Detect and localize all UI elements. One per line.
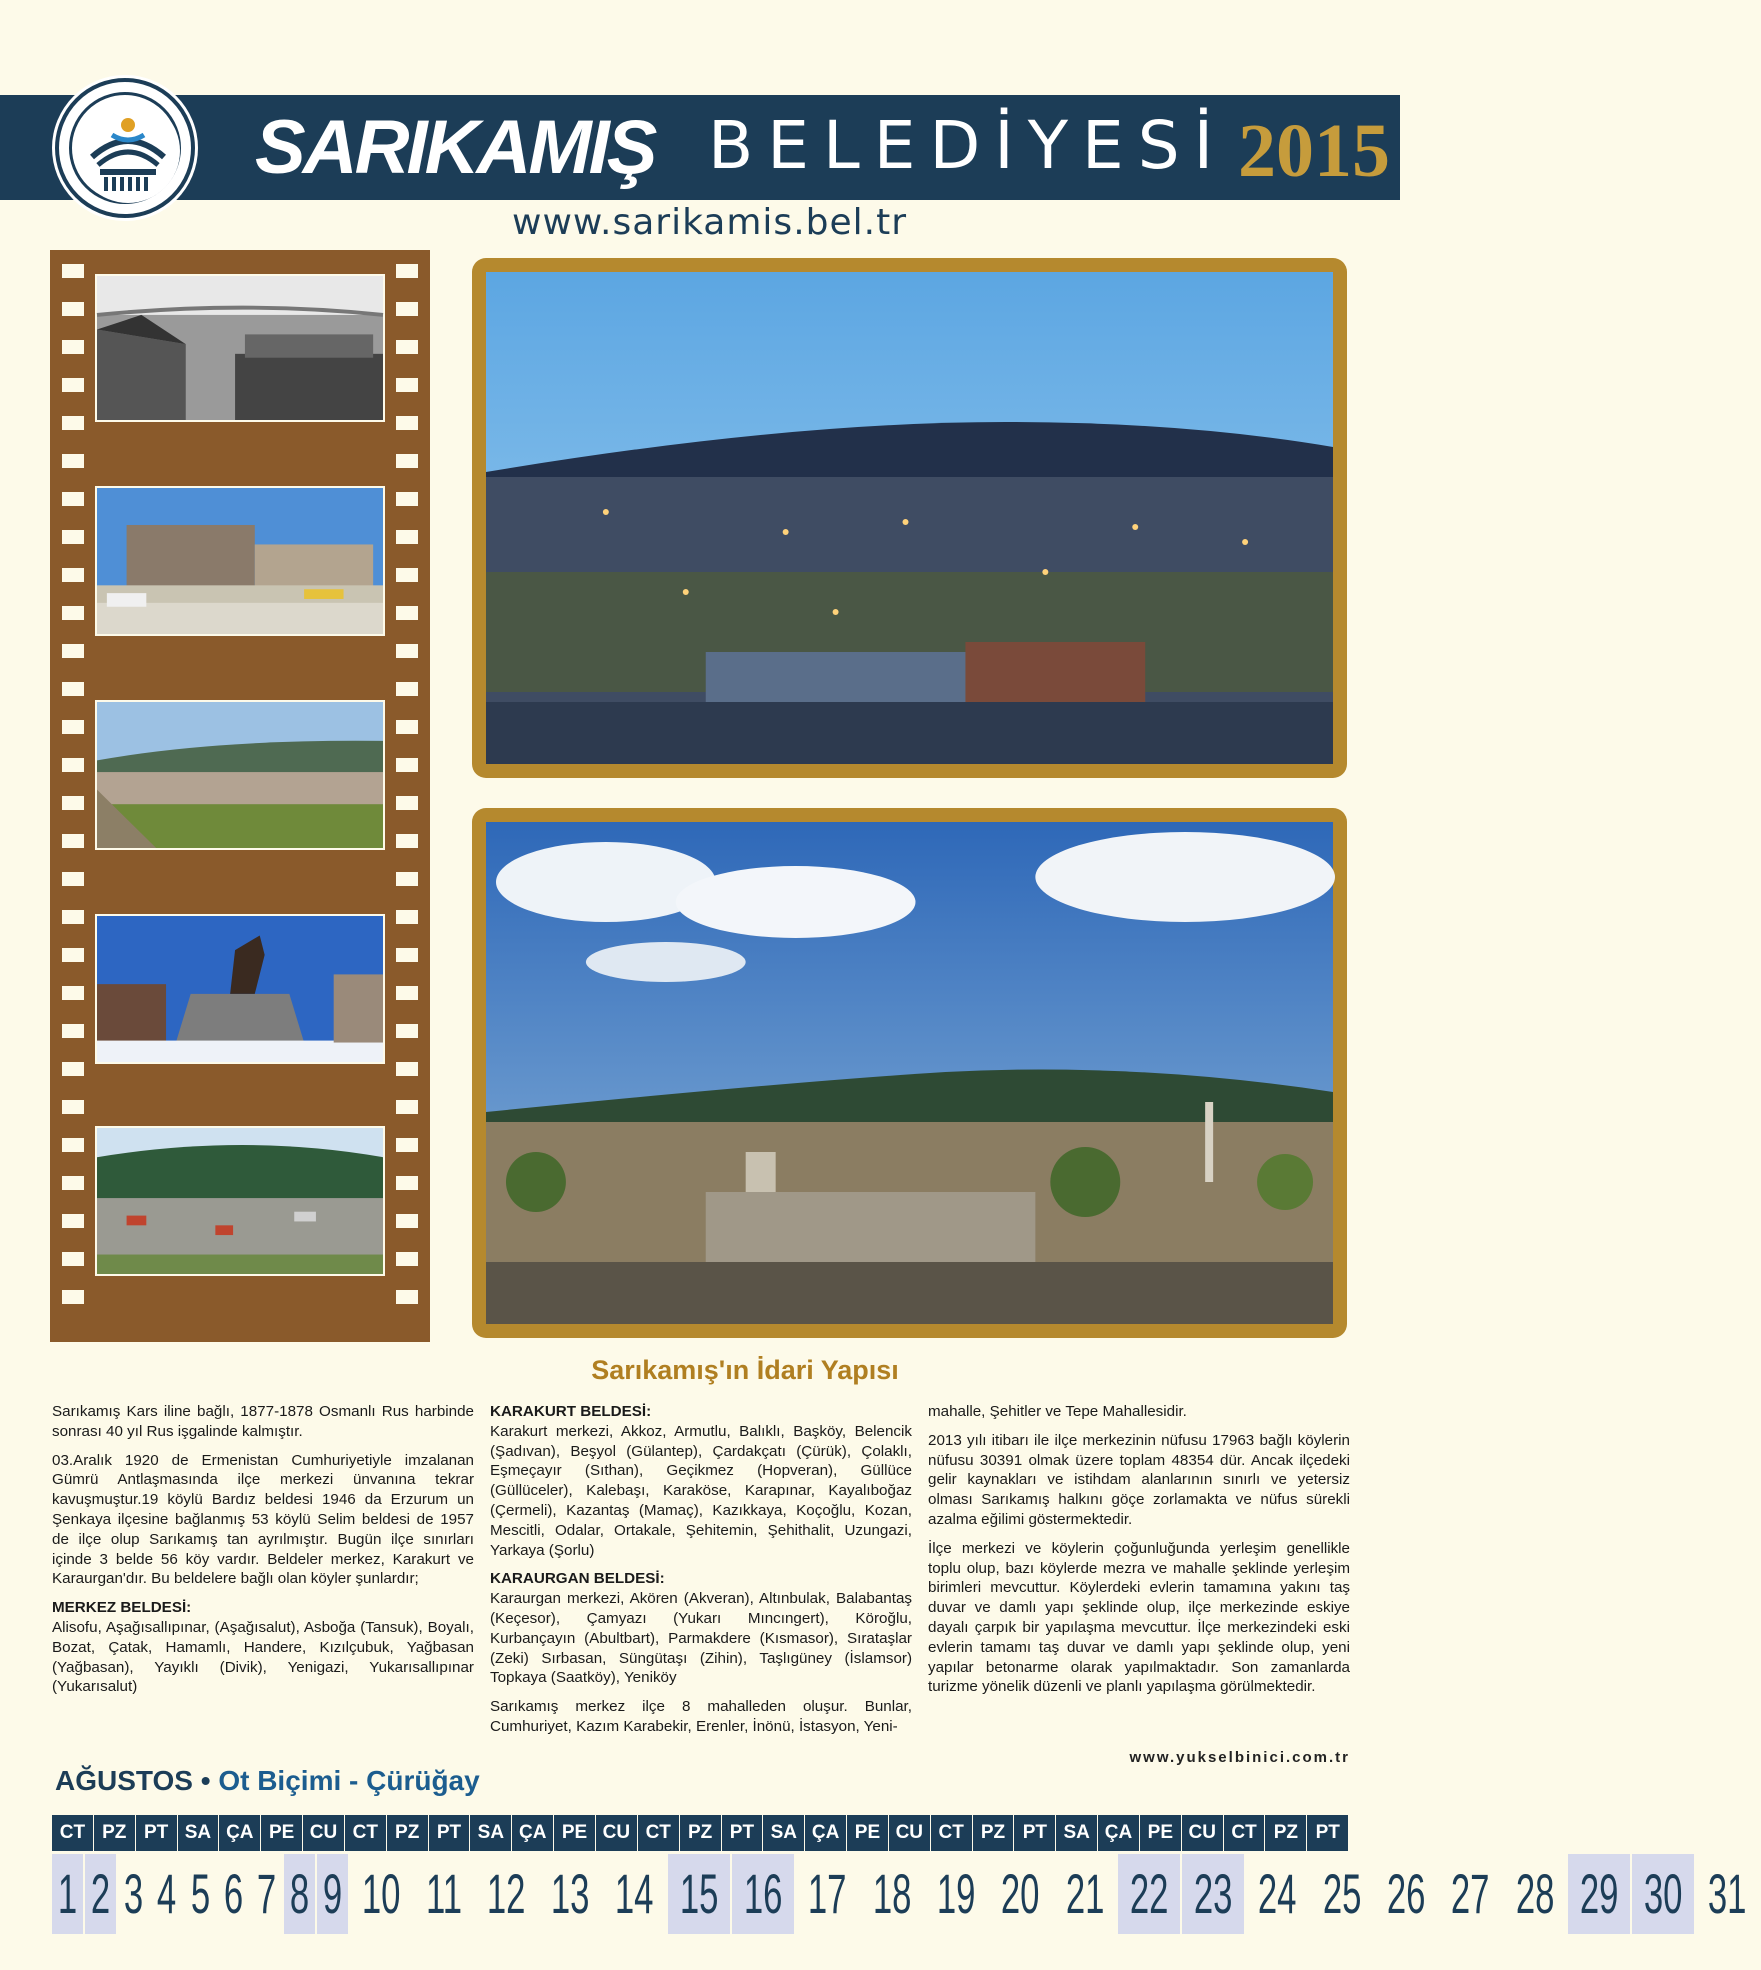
film-photo-valley-view: [95, 700, 385, 850]
film-hole: [62, 302, 84, 316]
weekday-label: PZ: [94, 1815, 136, 1851]
day-number: 3: [124, 1862, 144, 1925]
film-photo-town-panorama: [95, 1126, 385, 1276]
film-hole: [396, 948, 418, 962]
film-hole: [62, 1176, 84, 1190]
day-cell: [1118, 1854, 1182, 1934]
film-hole: [62, 1214, 84, 1228]
film-hole: [396, 530, 418, 544]
day-number: 13: [550, 1862, 590, 1925]
brand-subtitle: BELEDİYESİ: [708, 107, 1228, 184]
day-cell: [151, 1854, 184, 1934]
day-number: 16: [743, 1862, 783, 1925]
weekday-label: CT: [931, 1815, 973, 1851]
film-hole: [62, 416, 84, 430]
film-hole: [62, 948, 84, 962]
day-number-row: [52, 1854, 1747, 1934]
film-photo-historic-town: [95, 274, 385, 422]
day-number: 7: [256, 1862, 277, 1925]
weekday-label: ÇA: [1098, 1815, 1140, 1851]
day-cell: [350, 1854, 414, 1934]
film-holes-right: [396, 264, 418, 1328]
weekday-label: CU: [889, 1815, 931, 1851]
article-title: Sarıkamış'ın İdari Yapısı: [591, 1355, 899, 1385]
day-cell: [1182, 1854, 1246, 1934]
film-hole: [62, 1062, 84, 1076]
day-cell: [861, 1854, 925, 1934]
film-hole: [396, 758, 418, 772]
film-hole: [396, 606, 418, 620]
weekday-label: PE: [847, 1815, 889, 1851]
article-column-2: [490, 1402, 912, 1746]
film-hole: [62, 1100, 84, 1114]
day-cell: [796, 1854, 860, 1934]
paragraph: İlçe merkezi ve köylerin çoğunluğunda yerleşim genellikle toplu olup, bazı köylerde mezra ve mahalle şeklinde yerleşim birimleri mevcuttur. Köylerdeki evlerin tamamına yakını taş duvar ve damlı yapı şeklinde olup, ilçe merkezinde eskiye dayalı çarpık bir yapılaşma mevcuttur. İlçe merkezindeki eski evlerin tamamı taş duvar ve damlı yapı şeklinde olup, yeni yapılar betonarme olarak yapılmaktadır. Son zamanlarda turizme yönelik düzenli ve planlı yapılaşma görülmektedir.: [928, 1539, 1350, 1696]
weekday-label: PT: [1014, 1815, 1056, 1851]
film-hole: [62, 492, 84, 506]
weekday-label: ÇA: [805, 1815, 847, 1851]
film-hole: [396, 340, 418, 354]
day-number: 26: [1386, 1862, 1426, 1925]
film-hole: [396, 910, 418, 924]
article-column-3: [928, 1402, 1350, 1706]
film-hole: [396, 682, 418, 696]
weekday-label: CU: [303, 1815, 345, 1851]
day-number: 1: [57, 1862, 78, 1925]
day-cell: [317, 1854, 350, 1934]
film-hole: [396, 720, 418, 734]
film-photo-monument: [95, 914, 385, 1064]
day-cell: [732, 1854, 796, 1934]
film-strip: [50, 250, 430, 1342]
month-calendar: [52, 1815, 1747, 1934]
film-hole: [396, 1024, 418, 1038]
film-hole: [62, 834, 84, 848]
weekday-label: PT: [136, 1815, 178, 1851]
film-hole: [396, 872, 418, 886]
calendar-year: 2015: [1238, 109, 1390, 193]
day-number: 30: [1644, 1862, 1683, 1925]
film-hole: [396, 568, 418, 582]
logo-emblem-icon: [72, 95, 184, 207]
film-hole: [62, 454, 84, 468]
weekday-label: CT: [1224, 1815, 1266, 1851]
film-hole: [396, 264, 418, 278]
film-hole: [396, 492, 418, 506]
article-column-1: [52, 1402, 474, 1706]
day-number: 15: [679, 1862, 719, 1925]
paragraph: 2013 yılı itibarı ile ilçe merkezinin nüfusu 17963 bağlı köylerin nüfusu 30391 olmak üzere toplam 48354 dür. Ancak ilçedeki gelir kaynakları ve istihdam alanlarının sınırlı ve yetersiz olması Sarıkamış halkını göçe zorlamakta ve nüfus sürekli azalma eğilimi göstermektedir.: [928, 1431, 1350, 1528]
film-hole: [62, 682, 84, 696]
weekday-label: PZ: [680, 1815, 722, 1851]
municipality-logo: [55, 78, 195, 218]
month-name: AĞUSTOS: [55, 1765, 193, 1796]
day-number: 10: [362, 1862, 401, 1925]
weekday-label: ÇA: [512, 1815, 554, 1851]
day-cell: [1246, 1854, 1310, 1934]
film-hole: [396, 378, 418, 392]
weekday-label: PE: [261, 1815, 303, 1851]
film-hole: [62, 606, 84, 620]
film-hole: [62, 1138, 84, 1152]
weekday-label: PT: [722, 1815, 764, 1851]
day-cell: [52, 1854, 85, 1934]
paragraph: Alisofu, Aşağısallıpınar, (Aşağısalut), Asboğa (Tansuk), Boyalı, Bozat, Çatak, Hamamlı, Handere, Kızılçubuk, Yağbasan (Yağbasan), Yayıklı (Divik), Yenigazi, Yukarısallıpınar (Yukarısalut): [52, 1618, 474, 1696]
day-number: 5: [190, 1862, 210, 1925]
day-number: 14: [615, 1862, 654, 1925]
film-hole: [396, 986, 418, 1000]
film-hole: [62, 644, 84, 658]
section-heading: KARAKURT BELDESİ:: [490, 1403, 652, 1420]
film-holes-left: [62, 264, 84, 1328]
film-hole: [396, 834, 418, 848]
day-cell: [85, 1854, 118, 1934]
day-cell: [185, 1854, 218, 1934]
paragraph: Sarıkamış Kars iline bağlı, 1877-1878 Osmanlı Rus harbinde sonrası 40 yıl Rus işgalinde kalmıştır.: [52, 1403, 474, 1440]
weekday-header-row: [52, 1815, 1349, 1851]
day-cell: [475, 1854, 539, 1934]
photo-town-daytime: [472, 808, 1347, 1338]
day-cell: [284, 1854, 317, 1934]
day-number: 4: [157, 1862, 177, 1925]
day-number: 24: [1258, 1862, 1297, 1925]
film-hole: [62, 378, 84, 392]
day-number: 9: [323, 1862, 343, 1925]
film-hole: [62, 530, 84, 544]
weekday-label: SA: [763, 1815, 805, 1851]
day-cell: [415, 1854, 475, 1934]
day-cell: [539, 1854, 603, 1934]
film-hole: [396, 416, 418, 430]
day-cell: [1311, 1854, 1375, 1934]
weekday-label: PZ: [1265, 1815, 1307, 1851]
weekday-label: ÇA: [219, 1815, 261, 1851]
paragraph: Karakurt merkezi, Akkoz, Armutlu, Balıklı, Başköy, Belencik (Şadıvan), Beşyol (Gülantep), Çardakçatı (Çürük), Çolaklı, Eşmeçayır (Sıthan), Geçikmez (Hopveran), Güllüce (Güllüceler), Kalebaşı, Karaköse, Karapınar, Kayalıboğaz (Çermeli), Kazantaş (Mamaç), Kazıkkaya, Koçoğlu, Kozan, Mescitli, Odalar, Ortakale, Şehitemin, Şehithalit, Uzungazi, Yarkaya (Şorlu): [490, 1422, 912, 1559]
film-hole: [396, 1176, 418, 1190]
weekday-label: CU: [596, 1815, 638, 1851]
section-heading: MERKEZ BELDESİ:: [52, 1599, 192, 1617]
day-cell: [1632, 1854, 1696, 1934]
weekday-label: PE: [1140, 1815, 1182, 1851]
day-number: 2: [91, 1862, 111, 1925]
day-cell: [118, 1854, 151, 1934]
day-number: 11: [425, 1862, 462, 1925]
film-hole: [396, 1290, 418, 1304]
film-hole: [62, 758, 84, 772]
day-number: 31: [1708, 1862, 1747, 1925]
film-hole: [62, 910, 84, 924]
weekday-label: PT: [429, 1815, 471, 1851]
film-hole: [396, 454, 418, 468]
day-cell: [251, 1854, 284, 1934]
weekday-label: CT: [345, 1815, 387, 1851]
day-number: 17: [808, 1862, 847, 1925]
film-hole: [62, 796, 84, 810]
weekday-label: CT: [638, 1815, 680, 1851]
day-cell: [1439, 1854, 1503, 1934]
weekday-label: SA: [1056, 1815, 1098, 1851]
paragraph: Karaurgan merkezi, Akören (Akveran), Altınbulak, Balabantaş (Keçesor), Çamyazı (Yukarı Mıncıngert), Köroğlu, Kurbançayın (Abultbart), Parmakdere (Kısmasor), Sırataşlar (Zeki) Sırbasan, Süngütaşı (Zihin), Taşlıgüney (İslamsor) Topkaya (Saatköy), Yeniköy: [490, 1590, 912, 1687]
day-number: 18: [872, 1862, 912, 1925]
film-hole: [62, 1252, 84, 1266]
day-number: 8: [290, 1862, 310, 1925]
film-hole: [62, 1024, 84, 1038]
month-heading: [55, 1765, 480, 1797]
film-hole: [62, 872, 84, 886]
website-link[interactable]: www.sarikamis.bel.tr: [512, 202, 907, 243]
day-cell: [218, 1854, 251, 1934]
weekday-label: SA: [178, 1815, 220, 1851]
month-separator: •: [192, 1765, 219, 1796]
day-number: 25: [1322, 1862, 1362, 1925]
day-number: 20: [1001, 1862, 1040, 1925]
weekday-label: PZ: [387, 1815, 429, 1851]
day-number: 28: [1515, 1862, 1555, 1925]
paragraph: Sarıkamış merkez ilçe 8 mahalleden oluşur. Bunlar, Cumhuriyet, Kazım Karabekir, Erenler, İnönü, İstasyon, Yeni-: [490, 1698, 912, 1735]
photo-town-at-dusk: [472, 258, 1347, 778]
weekday-label: CT: [52, 1815, 94, 1851]
day-cell: [1568, 1854, 1632, 1934]
day-number: 29: [1579, 1862, 1619, 1925]
section-heading: KARAURGAN BELDESİ:: [490, 1570, 665, 1588]
month-subtitle: Ot Biçimi - Çürüğay: [218, 1765, 480, 1796]
day-number: 6: [223, 1862, 244, 1925]
film-photo-town-square: [95, 486, 385, 636]
day-cell: [1375, 1854, 1439, 1934]
weekday-label: CU: [1182, 1815, 1224, 1851]
day-number: 22: [1129, 1862, 1169, 1925]
day-cell: [1504, 1854, 1568, 1934]
day-cell: [1054, 1854, 1118, 1934]
day-number: 21: [1065, 1862, 1104, 1925]
film-hole: [396, 302, 418, 316]
day-cell: [603, 1854, 667, 1934]
paragraph: 03.Aralık 1920 de Ermenistan Cumhuriyetiyle imzalanan Gümrü Antlaşmasında ilçe merkezi ünvanına tekrar kavuşmuştur.19 köylü Bardız beldesi 1946 da Erzurum un Şenkaya ilçesine bağlanmış 53 köylü Selim beldesi de 1957 de ilçe olup Sarıkamış tan ayrılmıştır. Bugün ilçe sınırları içinde 3 belde 56 köy vardır. Beldeler merkez, Karakurt ve Karaurgan'dır. Bu beldelere bağlı olan köyler şunlardır;: [52, 1451, 474, 1588]
film-hole: [62, 986, 84, 1000]
day-number: 27: [1451, 1862, 1490, 1925]
day-cell: [668, 1854, 732, 1934]
day-cell: [925, 1854, 989, 1934]
weekday-label: PZ: [973, 1815, 1015, 1851]
day-number: 19: [936, 1862, 976, 1925]
film-hole: [62, 1290, 84, 1304]
day-cell: [1696, 1854, 1760, 1934]
film-hole: [396, 1100, 418, 1114]
credit-link[interactable]: www.yukselbinici.com.tr: [1129, 1749, 1350, 1766]
day-number: 12: [486, 1862, 526, 1925]
film-hole: [396, 1214, 418, 1228]
weekday-label: PT: [1307, 1815, 1349, 1851]
film-hole: [62, 720, 84, 734]
film-hole: [396, 1252, 418, 1266]
film-hole: [396, 1062, 418, 1076]
paragraph: mahalle, Şehitler ve Tepe Mahallesidir.: [928, 1403, 1187, 1420]
weekday-label: SA: [470, 1815, 512, 1851]
day-number: 23: [1193, 1862, 1233, 1925]
brand-title: SARIKAMIŞ: [255, 105, 655, 190]
film-hole: [396, 644, 418, 658]
film-hole: [396, 796, 418, 810]
weekday-label: PE: [554, 1815, 596, 1851]
film-hole: [396, 1138, 418, 1152]
film-hole: [62, 340, 84, 354]
film-hole: [62, 568, 84, 582]
day-cell: [989, 1854, 1053, 1934]
film-hole: [62, 264, 84, 278]
